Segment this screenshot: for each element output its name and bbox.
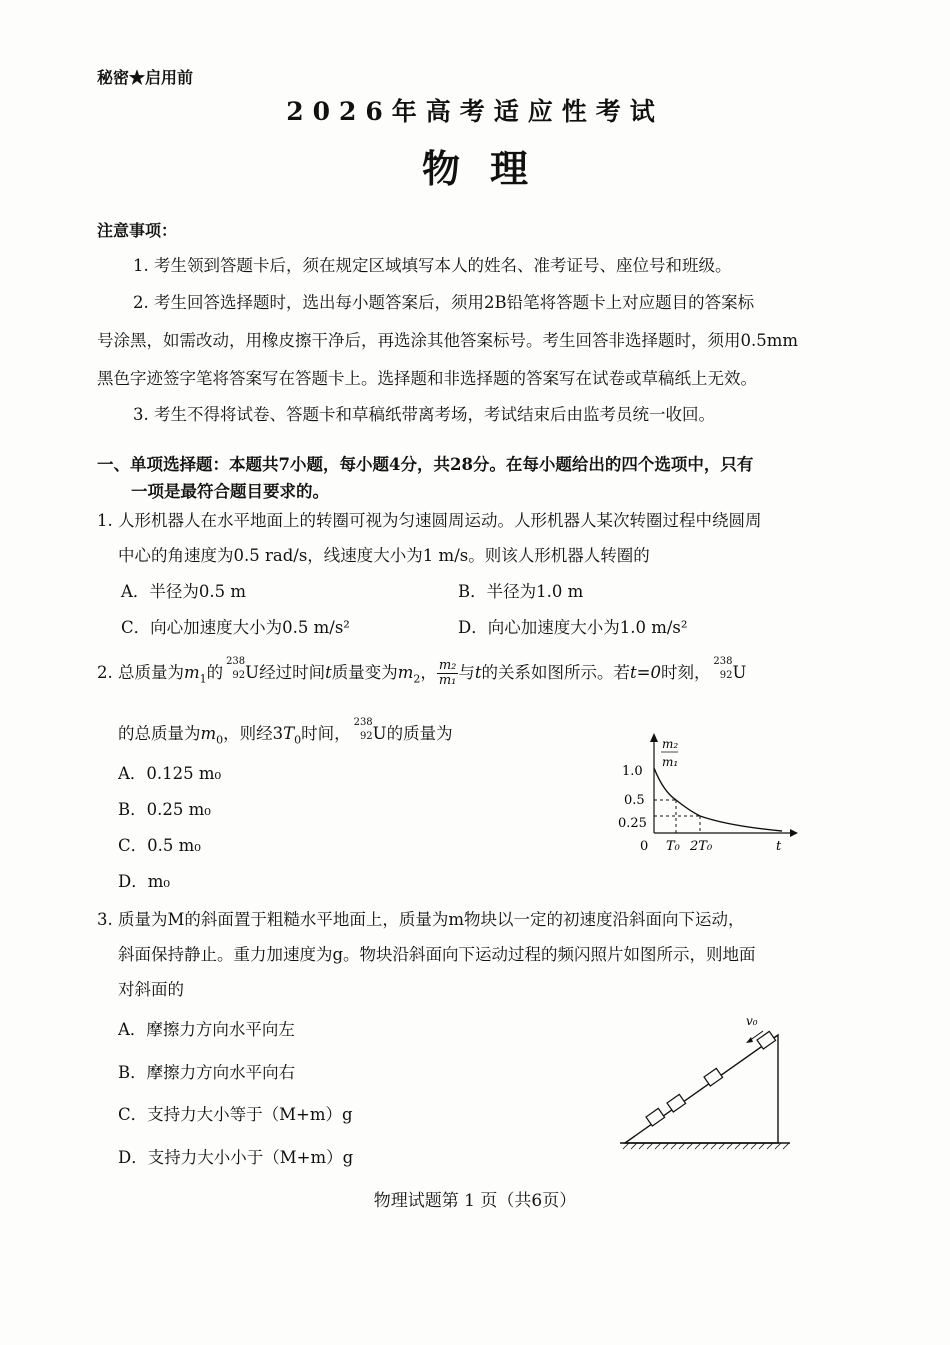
q3-stem-line-3: 对斜面的 xyxy=(118,980,184,999)
q2-option-b: B．0.25 m₀ xyxy=(118,800,211,819)
q1-option-b: B．半径为1.0 m xyxy=(458,582,584,601)
page-footer: 物理试题第 1 页（共6页） xyxy=(373,1191,577,1211)
q3-option-c: C．支持力大小等于（M+m）g xyxy=(118,1105,353,1124)
y-tick-0-25: 0.25 xyxy=(618,816,647,831)
uranium-nuclide: 238 92 xyxy=(226,655,246,681)
block-snapshot-4 xyxy=(757,1031,776,1049)
uranium-nuclide: 238 92 xyxy=(713,655,733,681)
notice-item-2-line-3: 黑色字迹签字笔将答案写在答题卡上。选择题和非选择题的答案写在试卷或草稿纸上无效。 xyxy=(97,369,757,388)
notice-item-2-line-1: 2. 考生回答选择题时，选出每小题答案后，须用2B铅笔将答题卡上对应题目的答案标 xyxy=(133,293,755,312)
y-tick-1: 1.0 xyxy=(622,764,643,779)
mass-ratio-fraction: $\frac{\text{m₂}}{\text{m₁}}$ xyxy=(438,658,457,688)
x-tick-2t0: 2T₀ xyxy=(690,839,713,854)
section-1-heading: 一、单项选择题：本题共7小题，每小题4分，共28分。在每小题给出的四个选项中，只有 xyxy=(97,455,754,474)
notice-item-3: 3. 考生不得将试卷、答题卡和草稿纸带离考场，考试结束后由监考员统一收回。 xyxy=(133,405,715,424)
notice-item-2-line-2: 号涂黑，如需改动，用橡皮擦干净后，再选涂其他答案标号。考生回答非选择题时，须用0.5mm xyxy=(97,331,799,350)
y-label-bottom: m₁ xyxy=(662,755,679,769)
q3-option-d: D．支持力大小小于（M+m）g xyxy=(118,1148,354,1167)
block-snapshots xyxy=(646,1031,776,1126)
q2-stem-line-1: 2. 总质量为$m_1$的 238 92 U经过时间t质量变为$m_2$， $\frac{\text{m₂}}{\text{m₁}}$ 与t的关系如图所示。若t=0时刻， 238 92 U xyxy=(97,655,747,688)
incline-diagram xyxy=(615,1005,795,1155)
q1-option-a: A．半径为0.5 m xyxy=(121,582,247,601)
q1-option-d: D．向心加速度大小为1.0 m/s² xyxy=(458,618,688,637)
q3-option-a: A．摩擦力方向水平向左 xyxy=(118,1020,295,1039)
uranium-nuclide: 238 92 xyxy=(353,716,373,742)
velocity-label: v₀ xyxy=(746,1014,758,1028)
block-snapshot-1 xyxy=(646,1108,665,1126)
q3-option-b: B．摩擦力方向水平向右 xyxy=(118,1063,296,1082)
x-axis-arrow-icon xyxy=(790,829,798,837)
q2-stem-line-2: 的总质量为$m_0$，则经$3T_0$时间， 238 92 U的质量为 xyxy=(118,716,453,747)
q2-option-a: A．0.125 m₀ xyxy=(118,764,222,783)
q2-option-d: D．m₀ xyxy=(118,872,170,891)
exam-title: 2026年高考适应性考试 xyxy=(286,97,664,126)
q3-stem-line-1: 3. 质量为M的斜面置于粗糙水平地面上，质量为m物块以一定的初速度沿斜面向下运动， xyxy=(97,910,745,929)
incline-wedge xyxy=(625,1035,778,1143)
y-axis-arrow-icon xyxy=(650,733,658,742)
x-label: t xyxy=(776,839,782,854)
section-1-heading-cont: 一项是最符合题目要求的。 xyxy=(131,482,329,501)
x-tick-t0: T₀ xyxy=(666,839,680,854)
block-snapshot-2 xyxy=(667,1094,686,1112)
q1-stem-line-2: 中心的角速度为0.5 rad/s，线速度大小为1 m/s。则该人形机器人转圈的 xyxy=(118,546,650,565)
block-snapshot-3 xyxy=(704,1068,723,1086)
notice-heading: 注意事项： xyxy=(97,221,178,240)
confidential-label: 秘密★启用前 xyxy=(97,68,194,87)
q1-option-c: C．向心加速度大小为0.5 m/s² xyxy=(121,618,350,637)
ground-hatching xyxy=(623,1143,789,1149)
subject-title: 物理 xyxy=(421,146,558,191)
decay-graph xyxy=(610,730,800,860)
q1-stem-line-1: 1. 人形机器人在水平地面上的转圈可视为匀速圆周运动。人形机器人某次转圈过程中绕圆周 xyxy=(97,511,762,530)
q2-option-c: C．0.5 m₀ xyxy=(118,836,201,855)
origin-label: 0 xyxy=(640,839,649,854)
notice-item-1: 1. 考生领到答题卡后，须在规定区域填写本人的姓名、准考证号、座位号和班级。 xyxy=(133,256,732,275)
y-label-top: m₂ xyxy=(662,737,679,751)
q3-stem-line-2: 斜面保持静止。重力加速度为g。物块沿斜面向下运动过程的频闪照片如图所示，则地面 xyxy=(118,945,756,964)
y-tick-0-5: 0.5 xyxy=(624,793,645,808)
velocity-arrow-head-icon xyxy=(746,1037,753,1043)
